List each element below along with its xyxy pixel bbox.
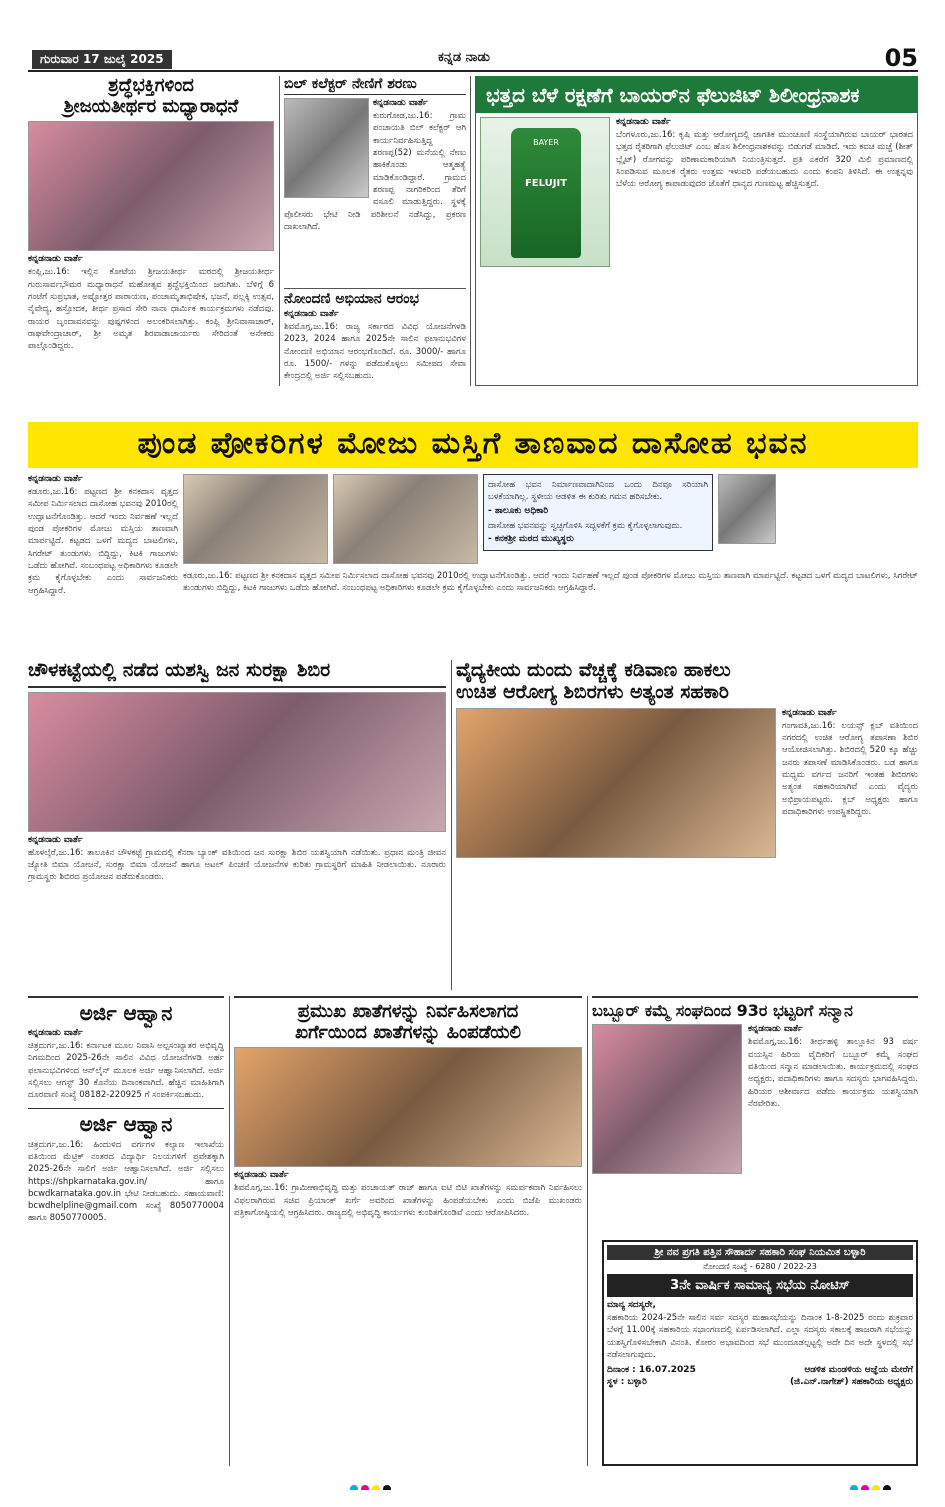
byline: ಕನ್ನಡನಾಡು ವಾರ್ತೆ <box>616 117 671 127</box>
pull-quote: ದಾಸೋಹ ಭವನ ನಿರ್ಮಾಣವಾದಾಗಿನಿಂದ ಒಂದು ದಿನವೂ ಸರಿಯಾಗಿ ಬಳಕೆಯಾಗಿಲ್ಲ. ಸ್ಥಳೀಯ ಆಡಳಿತ ಈ ಕುರಿತು ಗಮನ ಹರಿಸಬೇಕು. <box>488 480 708 503</box>
article-headline: ನೋಂದಣಿ ಅಭಿಯಾನ ಆರಂಭ <box>284 291 419 307</box>
print-color-marks-left <box>350 1478 410 1490</box>
article-body: ಕಂಪ್ಲಿ,ಜು.16: ಇಲ್ಲಿನ ಕೋಟೆಯ ಶ್ರೀಜಯತೀರ್ಥ ಮಠದಲ್ಲಿ ಶ್ರೀಜಯತೀರ್ಥ ಗುರುಸಾರ್ವಭೌಮರ ಮಧ್ಯಾರಾಧನೆ ಮಹೋತ್ಸವ ಶ್ರದ್ಧೆಭಕ್ತಿಯಿಂದ ಜರುಗಿತು. ಬೆಳಿಗ್ಗೆ 6 ಗಂಟೆಗೆ ಸುಪ್ರಭಾತ, ಅಷ್ಟೋತ್ತರ ಪಾರಾಯಣ, ಪಂಚಾಮೃತಾಭಿಷೇಕ, ಭಜನೆ, ಪಲ್ಲಕ್ಕಿ ಉತ್ಸವ, ನೈವೇದ್ಯ, ಹಸ್ತೋದಕ, ತೀರ್ಥ ಪ್ರಸಾದ ಸೇರಿ ನಾನಾ ಧಾರ್ಮಿಕ ಕಾರ್ಯಕ್ರಮಗಳು ನಡೆದವು. ರಾಯರ ಬೃಂದಾವನವನ್ನು ಪುಷ್ಪಗಳಿಂದ ಅಲಂಕರಿಸಲಾಗಿತ್ತು. ಕಂಪ್ಲಿ ಶ್ರೀನಿವಾಸಾಚಾರ್, ರಾಘವೇಂದ್ರಾಚಾರ್, ಶ್ರೀ ಅಮೃತ ಶಿರವಾಡಾಚಾರ್ಯರು ಸೇರಿದಂತೆ ಅನೇಕರು ಪಾಲ್ಗೊಂಡಿದ್ದರು. <box>28 267 274 352</box>
notice-signatory-title: (ಜಿ.ಎನ್.ನಾಗೇಶ್) ಸಹಕಾರಿಯ ಅಧ್ಯಕ್ಷರು <box>789 1377 913 1388</box>
article-registration <box>284 288 466 386</box>
product-label: FELUJIT <box>524 178 568 189</box>
article-applications <box>28 996 224 1466</box>
issue-date: ಗುರುವಾರ 17 ಜುಲೈ 2025 <box>32 50 172 69</box>
masthead: ಕನ್ನಡ ನಾಡು <box>438 50 490 65</box>
article-headline: ಬಿಲ್ ಕಲೆಕ್ಟರ್ ನೇಣಿಗೆ ಶರಣು <box>284 76 466 95</box>
notice-signatory: ಆಡಳಿತ ಮಂಡಳಿಯ ಆಜ್ಞೆಯ ಮೇರೆಗೆ <box>804 1365 913 1376</box>
notice-date: ದಿನಾಂಕ : 16.07.2025 <box>607 1365 696 1376</box>
article-body: ಗಂಗಾವತಿ,ಜು.16: ಲಯನ್ಸ್ ಕ್ಲಬ್ ವತಿಯಿಂದ ನಗರದಲ್ಲಿ ಉಚಿತ ಆರೋಗ್ಯ ತಪಾಸಣಾ ಶಿಬಿರ ಆಯೋಜಿಸಲಾಗಿತ್ತು. ಶಿಬಿರದಲ್ಲಿ 520 ಕ್ಕೂ ಹೆಚ್ಚು ಜನರು ತಪಾಸಣೆ ಮಾಡಿಸಿಕೊಂಡರು. ಬಡ ಹಾಗೂ ಮಧ್ಯಮ ವರ್ಗದ ಜನರಿಗೆ ಇಂತಹ ಶಿಬಿರಗಳು ಅತ್ಯಂತ ಸಹಕಾರಿಯಾಗಿವೆ ಎಂದು ವೈದ್ಯರು ಅಭಿಪ್ರಾಯಪಟ್ಟರು. ಕ್ಲಬ್ ಅಧ್ಯಕ್ಷರು ಹಾಗೂ ಪದಾಧಿಕಾರಿಗಳು ಉಪಸ್ಥಿತರಿದ್ದರು. <box>782 720 918 817</box>
magenta-mark <box>861 1485 869 1490</box>
article-headline-1: ಶ್ರದ್ಧೆಭಕ್ತಿಗಳಿಂದ <box>108 76 194 96</box>
notice-place: ಸ್ಥಳ : ಬಳ್ಳಾರಿ <box>607 1377 647 1388</box>
page-header <box>28 48 918 72</box>
article-bill-collector <box>284 76 466 266</box>
cyan-mark <box>350 1485 358 1490</box>
article-kharge <box>234 996 582 1466</box>
official-portrait <box>718 474 776 544</box>
article-body: ಬೆಂಗಳೂರು,ಜು.16: ಕೃಷಿ ಮತ್ತು ಆರೋಗ್ಯದಲ್ಲಿ ಜಾಗತಿಕ ಮುಂಚೂಣಿ ಸಂಸ್ಥೆಯಾಗಿರುವ ಬಾಯರ್ ಭಾರತದ ಭತ್ತದ ರೈತರಿಗಾಗಿ ಫೆಲುಜಿಟ್ ಎಂಬ ಹೊಸ ಶಿಲೀಂಧ್ರನಾಶಕವನ್ನು ಬಿಡುಗಡೆ ಮಾಡಿದೆ. ಇದು ಕವಚ ಮಚ್ಚೆ (ಶೀತ್ ಬ್ಲೈಟ್) ರೋಗವನ್ನು ಪರಿಣಾಮಕಾರಿಯಾಗಿ ನಿಯಂತ್ರಿಸುತ್ತದೆ. ಪ್ರತಿ ಎಕರೆಗೆ 320 ಮಿಲಿ ಪ್ರಮಾಣದಲ್ಲಿ ಸಿಂಪಡಿಸುವ ಮೂಲಕ ರೈತರು ಉತ್ತಮ ಇಳುವರಿ ಪಡೆಯಬಹುದು ಎಂದು ಕಂಪನಿ ತಿಳಿಸಿದೆ. ಈ ಉತ್ಪನ್ನವು ಬೆಳೆಯ ಆರೋಗ್ಯ ಕಾಪಾಡುವುದರ ಜೊತೆಗೆ ಧಾನ್ಯದ ಗುಣಮಟ್ಟ ಹೆಚ್ಚಿಸುತ್ತದೆ. <box>616 130 913 190</box>
yellow-mark <box>372 1485 380 1490</box>
article-jana-suraksha <box>28 660 446 990</box>
article-headline-2: ಉಚಿತ ಆರೋಗ್ಯ ಶಿಬಿರಗಳು ಅತ್ಯಂತ ಸಹಕಾರಿ <box>456 680 729 703</box>
article-dasoha-bhavana <box>28 474 918 656</box>
procession-photo <box>28 121 274 251</box>
byline: ಕನ್ನಡನಾಡು ವಾರ್ತೆ <box>782 707 837 718</box>
cyan-mark <box>850 1485 858 1490</box>
byline: ಕನ್ನಡನಾಡು ವಾರ್ತೆ <box>373 98 428 109</box>
black-mark <box>383 1485 391 1490</box>
byline: ಕನ್ನಡನಾಡು ವಾರ್ತೆ <box>234 1170 289 1181</box>
product-bottle-image <box>480 117 610 267</box>
byline: ಕನ್ನಡನಾಡು ವಾರ್ತೆ <box>284 309 339 320</box>
quote-box <box>483 474 713 551</box>
article-headline: ಬಬ್ಬೂರ್ ಕಮ್ಮೆ ಸಂಘದಿಂದ 93ರ ಭಟ್ಟರಿಗೆ ಸನ್ಮಾನ <box>592 1001 853 1020</box>
byline: ಕನ್ನಡನಾಡು ವಾರ್ತೆ <box>28 834 83 845</box>
notice-title: 3ನೇ ವಾರ್ಷಿಕ ಸಾಮಾನ್ಯ ಸಭೆಯ ನೋಟಿಸ್ <box>607 1274 913 1297</box>
article-aradhane <box>28 76 274 386</box>
article-health-camp <box>456 660 918 990</box>
building-photo <box>333 474 478 564</box>
article-body: ಶಿವಮೊಗ್ಗ,ಜು.16: ಗ್ರಾಮೀಣಾಭಿವೃದ್ಧಿ ಮತ್ತು ಪಂಚಾಯತ್ ರಾಜ್ ಹಾಗೂ ಐಟಿ ಬಿಟಿ ಖಾತೆಗಳನ್ನು ಸಮರ್ಪಕವಾಗಿ ನಿರ್ವಹಿಸಲು ವಿಫಲರಾಗಿರುವ ಸಚಿವ ಪ್ರಿಯಾಂಕ್ ಖರ್ಗೆ ಅವರಿಂದ ಖಾತೆಗಳನ್ನು ಹಿಂಪಡೆಯಬೇಕು ಎಂದು ಬಿಜೆಪಿ ಮುಖಂಡರು ಪತ್ರಿಕಾಗೋಷ್ಠಿಯಲ್ಲಿ ಆಗ್ರಹಿಸಿದರು. ರಾಜ್ಯದಲ್ಲಿ ಅಭಿವೃದ್ಧಿ ಕಾರ್ಯಗಳು ಕುಂಠಿತಗೊಂಡಿವೆ ಎಂದು ಆರೋಪಿಸಿದರು. <box>234 1183 582 1218</box>
article-headline-2: ಖರ್ಗೆಯಿಂದ ಖಾತೆಗಳನ್ನು ಹಿಂಪಡೆಯಲಿ <box>295 1021 521 1043</box>
article-body: ಶಿವಮೊಗ್ಗ,ಜು.16: ತೀರ್ಥಹಳ್ಳಿ ತಾಲ್ಲೂಕಿನ 93 ವರ್ಷ ವಯಸ್ಸಿನ ಹಿರಿಯ ವೈದಿಕರಿಗೆ ಬಬ್ಬೂರ್ ಕಮ್ಮೆ ಸಂಘದ ವತಿಯಿಂದ ಸನ್ಮಾನ ಮಾಡಲಾಯಿತು. ಕಾರ್ಯಕ್ರಮದಲ್ಲಿ ಸಂಘದ ಅಧ್ಯಕ್ಷರು, ಪದಾಧಿಕಾರಿಗಳು ಹಾಗೂ ಸದಸ್ಯರು ಭಾಗವಹಿಸಿದ್ದರು. ಹಿರಿಯರ ಆಶೀರ್ವಾದ ಪಡೆದು ಕಾರ್ಯಕ್ರಮ ಯಶಸ್ವಿಯಾಗಿ ನೆರವೇರಿತು. <box>748 1037 918 1109</box>
notice-org: ಶ್ರೀ ನವ ಪ್ರಗತಿ ಪತ್ತಿನ ಸೌಹಾರ್ದ ಸಹಕಾರಿ ಸಂಘ ನಿಯಮಿತ ಬಳ್ಳಾರಿ <box>607 1245 913 1260</box>
byline: ಕನ್ನಡನಾಡು ವಾರ್ತೆ <box>28 474 83 484</box>
bottle-icon <box>511 128 581 258</box>
article-felicitation <box>592 996 918 1236</box>
article-body: ಕಡೂರು,ಜು.16: ಪಟ್ಟಣದ ಶ್ರೀ ಕನಕದಾಸ ವೃತ್ತದ ಸಮೀಪ ನಿರ್ಮಿಸಲಾದ ದಾಸೋಹ ಭವನವು 2010ರಲ್ಲಿ ಉದ್ಘಾಟನೆಗೊಂಡಿತ್ತು. ಆದರೆ ಇಂದು ನಿರ್ವಹಣೆ ಇಲ್ಲದೆ ಪುಂಡ ಪೋಕರಿಗಳ ಮೋಜು ಮಸ್ತಿಯ ತಾಣವಾಗಿ ಮಾರ್ಪಟ್ಟಿದೆ. ಕಟ್ಟಡದ ಒಳಗೆ ಮದ್ಯದ ಬಾಟಲಿಗಳು, ಸಿಗರೇಟ್ ತುಂಡುಗಳು ಬಿದ್ದಿದ್ದು, ಕಿಟಕಿ ಗಾಜುಗಳು ಒಡೆದು ಹೋಗಿವೆ. ಸಂಬಂಧಪಟ್ಟ ಅಧಿಕಾರಿಗಳು ಕೂಡಲೇ ಕ್ರಮ ಕೈಗೊಳ್ಳಬೇಕು ಎಂದು ಸಾರ್ವಜನಿಕರು ಆಗ್ರಹಿಸಿದ್ದಾರೆ. <box>28 487 178 596</box>
article-body: ಚಿತ್ರದುರ್ಗ,ಜು.16: ಕರ್ನಾಟಕ ಮೂಲ ನಿವಾಸಿ ಅಲ್ಪಸಂಖ್ಯಾತರ ಅಭಿವೃದ್ಧಿ ನಿಗಮದಿಂದ 2025-26ನೇ ಸಾಲಿನ ವಿವಿಧ ಯೋಜನೆಗಳಡಿ ಅರ್ಹ ಫಲಾನುಭವಿಗಳಿಂದ ಆನ್‌ಲೈನ್ ಮೂಲಕ ಅರ್ಜಿ ಆಹ್ವಾನಿಸಲಾಗಿದೆ. ಅರ್ಜಿ ಸಲ್ಲಿಸಲು ಆಗಸ್ಟ್ 30 ಕೊನೆಯ ದಿನಾಂಕವಾಗಿದೆ. ಹೆಚ್ಚಿನ ಮಾಹಿತಿಗಾಗಿ ದೂರವಾಣಿ ಸಂಖ್ಯೆ 08182-220925 ಗೆ ಸಂಪರ್ಕಿಸಬಹುದು. <box>28 1041 224 1101</box>
article-headline-1: ಪ್ರಮುಖ ಖಾತೆಗಳನ್ನು ನಿರ್ವಹಿಸಲಾಗದ <box>297 1001 519 1022</box>
article-headline: ಅರ್ಜಿ ಆಹ್ವಾನ <box>79 1001 173 1025</box>
article-headline-2: ಶ್ರೀಜಯತೀರ್ಥರ ಮಧ್ಯಾರಾಧನೆ <box>63 95 239 117</box>
magenta-mark <box>361 1485 369 1490</box>
quote-attribution: - ತಾಲೂಕು ಅಧಿಕಾರಿ <box>488 505 549 516</box>
black-mark <box>883 1485 891 1490</box>
quote-attribution-2: - ಕನಕಶ್ರೀ ಮಠದ ಮುಖ್ಯಸ್ಥರು <box>488 533 574 544</box>
camp-group-photo <box>28 692 446 832</box>
page-number: 05 <box>884 48 918 72</box>
brand-label: BAYER <box>533 138 559 147</box>
interior-photo <box>183 474 328 564</box>
notice-salutation: ಮಾನ್ಯ ಸದಸ್ಯರೇ, <box>607 1300 656 1310</box>
article-felujit <box>475 76 918 386</box>
notice-body: ಸಹಕಾರಿಯ 2024-25ನೇ ಸಾಲಿನ ಸರ್ವ ಸದಸ್ಯರ ಮಹಾಸಭೆಯನ್ನು ದಿನಾಂಕ 1-8-2025 ರಂದು ಶುಕ್ರವಾರ ಬೆಳಗ್ಗೆ 11.00ಕ್ಕೆ ಸಹಕಾರಿಯ ಸಭಾಂಗಣದಲ್ಲಿ ಏರ್ಪಡಿಸಲಾಗಿದೆ. ಎಲ್ಲಾ ಸದಸ್ಯರು ಸಕಾಲಕ್ಕೆ ಹಾಜರಾಗಿ ಸಭೆಯನ್ನು ಯಶಸ್ವಿಗೊಳಿಸಬೇಕಾಗಿ ವಿನಂತಿ. ಕೋರಂ ಅಭಾವದಿಂದ ಸಭೆ ಮುಂದೂಡಲ್ಪಟ್ಟಲ್ಲಿ ಅದೇ ದಿನ ಅದೇ ಸ್ಥಳದಲ್ಲಿ ಸಭೆ ನಡೆಸಲಾಗುವುದು. <box>607 1313 913 1360</box>
article-headline: ಭತ್ತದ ಬೆಳೆ ರಕ್ಷಣೆಗೆ ಬಾಯರ್‌ನ ಫೆಲುಜಿಟ್ ಶಿಲೀಂಧ್ರನಾಶಕ <box>476 77 917 113</box>
article-headline-1: ವೈದ್ಯಕೀಯ ದುಂದು ವೆಚ್ಚಕ್ಕೆ ಕಡಿವಾಣ ಹಾಕಲು <box>456 660 731 681</box>
article-body: ಶಿವಮೊಗ್ಗ,ಜು.16: ರಾಜ್ಯ ಸರ್ಕಾರದ ವಿವಿಧ ಯೋಜನೆಗಳಡಿ 2023, 2024 ಹಾಗೂ 2025ನೇ ಸಾಲಿನ ಫಲಾನುಭವಿಗಳ ನೋಂದಣಿ ಅಭಿಯಾನ ಆರಂಭಗೊಂಡಿದೆ. ರೂ. 3000/- ಹಾಗೂ ರೂ. 1500/- ಗಳನ್ನು ಪಡೆದುಕೊಳ್ಳಲು ಸಮೀಪದ ಸೇವಾ ಕೇಂದ್ರದಲ್ಲಿ ಅರ್ಜಿ ಸಲ್ಲಿಸಬಹುದು. <box>284 322 466 382</box>
article-body: ಹೊಳಲ್ಕೆರೆ,ಜು.16: ತಾಲೂಕಿನ ಚೌಳಕಟ್ಟೆ ಗ್ರಾಮದಲ್ಲಿ ಕೆನರಾ ಬ್ಯಾಂಕ್ ವತಿಯಿಂದ ಜನ ಸುರಕ್ಷಾ ಶಿಬಿರ ಯಶಸ್ವಿಯಾಗಿ ನಡೆಯಿತು. ಪ್ರಧಾನ ಮಂತ್ರಿ ಜೀವನ ಜ್ಯೋತಿ ಬಿಮಾ ಯೋಜನೆ, ಸುರಕ್ಷಾ ಬಿಮಾ ಯೋಜನೆ ಹಾಗೂ ಅಟಲ್ ಪಿಂಚಣಿ ಯೋಜನೆಗಳ ಕುರಿತು ಗ್ರಾಮಸ್ಥರಿಗೆ ಮಾಹಿತಿ ನೀಡಲಾಯಿತು. ನೂರಾರು ಗ್ರಾಮಸ್ಥರು ಶಿಬಿರದ ಪ್ರಯೋಜನ ಪಡೆದುಕೊಂಡರು. <box>28 847 446 883</box>
portrait-photo <box>284 98 369 198</box>
article-body: ಕುರುಗೋಡ,ಜು.16: ಗ್ರಾಮ ಪಂಚಾಯತಿ ಬಿಲ್ ಕಲೆಕ್ಟರ್ ಆಗಿ ಕಾರ್ಯನಿರ್ವಹಿಸುತ್ತಿದ್ದ ಶರಣಪ್ಪ(52) ಮನೆಯಲ್ಲಿ ನೇಣು ಹಾಕಿಕೊಂಡು ಆತ್ಮಹತ್ಯೆ ಮಾಡಿಕೊಂಡಿದ್ದಾರೆ. ಗ್ರಾಮದ ಶರಣಪ್ಪ ನಾಗರಿಕರಿಂದ ತೆರಿಗೆ ವಸೂಲಿ ಮಾಡುತ್ತಿದ್ದರು. ಸ್ಥಳಕ್ಕೆ ಪೊಲೀಸರು ಭೇಟಿ ನೀಡಿ ಪರಿಶೀಲನೆ ನಡೆಸಿದ್ದು, ಪ್ರಕರಣ ದಾಖಲಾಗಿದೆ. <box>284 111 466 232</box>
yellow-mark <box>872 1485 880 1490</box>
article-body-continued: ಕಡೂರು,ಜು.16: ಪಟ್ಟಣದ ಶ್ರೀ ಕನಕದಾಸ ವೃತ್ತದ ಸಮೀಪ ನಿರ್ಮಿಸಲಾದ ದಾಸೋಹ ಭವನವು 2010ರಲ್ಲಿ ಉದ್ಘಾಟನೆಗೊಂಡಿತ್ತು. ಆದರೆ ಇಂದು ನಿರ್ವಹಣೆ ಇಲ್ಲದೆ ಪುಂಡ ಪೋಕರಿಗಳ ಮೋಜು ಮಸ್ತಿಯ ತಾಣವಾಗಿ ಮಾರ್ಪಟ್ಟಿದೆ. ಕಟ್ಟಡದ ಒಳಗೆ ಮದ್ಯದ ಬಾಟಲಿಗಳು, ಸಿಗರೇಟ್ ತುಂಡುಗಳು ಬಿದ್ದಿದ್ದು, ಕಿಟಕಿ ಗಾಜುಗಳು ಒಡೆದು ಹೋಗಿವೆ. ಸಂಬಂಧಪಟ್ಟ ಅಧಿಕಾರಿಗಳು ಕೂಡಲೇ ಕ್ರಮ ಕೈಗೊಳ್ಳಬೇಕು ಎಂದು ಸಾರ್ವಜನಿಕರು ಆಗ್ರಹಿಸಿದ್ದಾರೆ. <box>183 571 918 594</box>
article-headline-2: ಅರ್ಜಿ ಆಹ್ವಾನ <box>28 1108 224 1136</box>
health-camp-photo <box>456 708 776 858</box>
pull-quote-2: ದಾಸೋಹ ಭವನವನ್ನು ಸ್ವಚ್ಛಗೊಳಿಸಿ ಸದ್ಬಳಕೆಗೆ ಕ್ರಮ ಕೈಗೊಳ್ಳಲಾಗುವುದು. <box>488 520 683 531</box>
felicitation-photo <box>592 1024 742 1174</box>
article-headline: ಚೌಳಕಟ್ಟೆಯಲ್ಲಿ ನಡೆದ ಯಶಸ್ವಿ ಜನ ಸುರಕ್ಷಾ ಶಿಬಿರ <box>28 660 446 688</box>
agm-notice <box>602 1240 918 1466</box>
print-color-marks-right <box>850 1478 910 1490</box>
banner-headline: ಪುಂಡ ಪೋಕರಿಗಳ ಮೋಜು ಮಸ್ತಿಗೆ ತಾಣವಾದ ದಾಸೋಹ ಭವನ <box>28 422 918 468</box>
notice-reg: ನೋಂದಣಿ ಸಂಖ್ಯೆ - 6280 / 2022-23 <box>703 1262 817 1271</box>
byline: ಕನ್ನಡನಾಡು ವಾರ್ತೆ <box>28 1028 83 1038</box>
byline: ಕನ್ನಡನಾಡು ವಾರ್ತೆ <box>28 254 83 265</box>
press-meet-photo <box>234 1047 582 1167</box>
article-body-2: ಚಿತ್ರದುರ್ಗ,ಜು.16: ಹಿಂದುಳಿದ ವರ್ಗಗಳ ಕಲ್ಯಾಣ ಇಲಾಖೆಯ ವತಿಯಿಂದ ಮೆಟ್ರಿಕ್ ನಂತರದ ವಿದ್ಯಾರ್ಥಿ ನಿಲಯಗಳಿಗೆ ಪ್ರವೇಶಕ್ಕಾಗಿ 2025-26ನೇ ಸಾಲಿಗೆ ಅರ್ಜಿ ಆಹ್ವಾನಿಸಲಾಗಿದೆ. ಅರ್ಜಿ ಸಲ್ಲಿಸಲು https://shpkarnataka.gov.in/ ಹಾಗೂ bcwdkarnataka.gov.in ಭೇಟಿ ನೀಡಬಹುದು. ಸಹಾಯವಾಣಿ: bcwdhelpline@gmail.com ಸಂಖ್ಯೆ 8050770004 ಹಾಗೂ 8050770005. <box>28 1139 224 1224</box>
byline: ಕನ್ನಡನಾಡು ವಾರ್ತೆ <box>748 1024 803 1035</box>
